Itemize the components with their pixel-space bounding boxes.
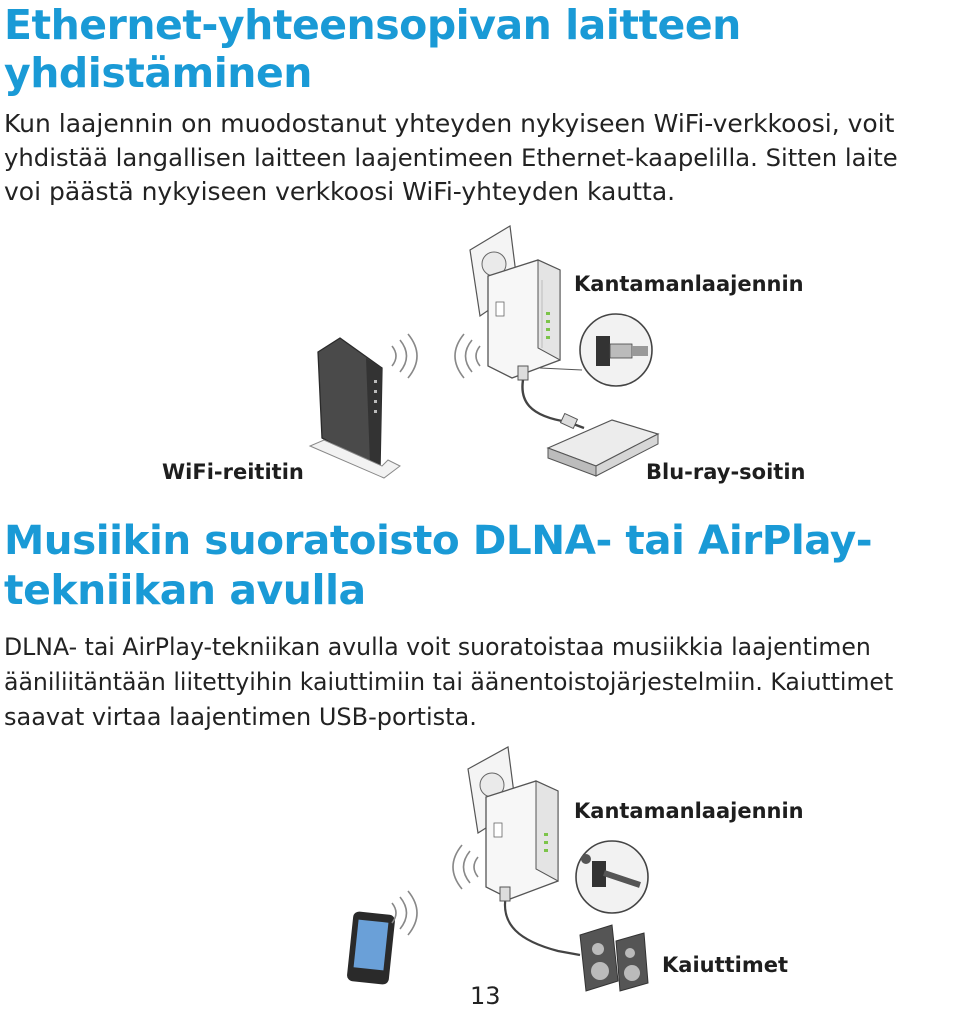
- audio-streaming-illustration: [330, 745, 670, 995]
- speakers-label: Kaiuttimet: [662, 953, 789, 977]
- speakers-icon: [580, 925, 648, 991]
- router-label: WiFi-reititin: [162, 460, 304, 484]
- extender-label: Kantamanlaajennin: [574, 272, 804, 296]
- ethernet-setup-illustration: [300, 220, 700, 490]
- section1-body-line1: Kun laajennin on muodostanut yhteyden nykyiseen WiFi-verkkoosi, voit: [4, 109, 895, 138]
- extender-device-icon: [486, 781, 558, 899]
- wifi-signal-icon: [455, 334, 480, 378]
- smartphone-icon: [346, 911, 395, 985]
- section1-title-line1: Ethernet-yhteensopivan laitteen: [4, 1, 741, 49]
- section1-body-line3: voi päästä nykyiseen verkkoosi WiFi-yhteyden kautta.: [4, 177, 676, 206]
- section2-title-line1: Musiikin suoratoisto DLNA- tai AirPlay-: [4, 516, 873, 564]
- ethernet-cable-icon: [518, 366, 584, 428]
- section2-title-line2: tekniikan avulla: [4, 566, 366, 614]
- wifi-router-icon: [310, 338, 400, 478]
- bluray-label: Blu-ray-soitin: [646, 460, 806, 484]
- wifi-signal-icon: [453, 845, 478, 889]
- section2-body-line2: ääniliitäntään liitettyihin kaiuttimiin tai äänentoistojärjestelmiin. Kaiuttimet: [4, 668, 894, 696]
- extender-device-icon: [488, 260, 560, 378]
- section1-title-line2: yhdistäminen: [4, 49, 312, 97]
- phone-wifi-signal-icon: [392, 891, 417, 935]
- extender-label-2: Kantamanlaajennin: [574, 799, 804, 823]
- section2-body-line3: saavat virtaa laajentimen USB-portista.: [4, 703, 477, 731]
- section2-body-line1: DLNA- tai AirPlay-tekniikan avulla voit suoratoistaa musiikkia laajentimen: [4, 633, 871, 661]
- bluray-player-icon: [548, 420, 658, 476]
- router-wifi-signal-icon: [392, 334, 417, 378]
- section1-body-line2: yhdistää langallisen laitteen laajentimeen Ethernet-kaapelilla. Sitten laite: [4, 143, 898, 172]
- audio-port-zoom-icon: [576, 841, 648, 913]
- page-number: 13: [470, 982, 501, 1010]
